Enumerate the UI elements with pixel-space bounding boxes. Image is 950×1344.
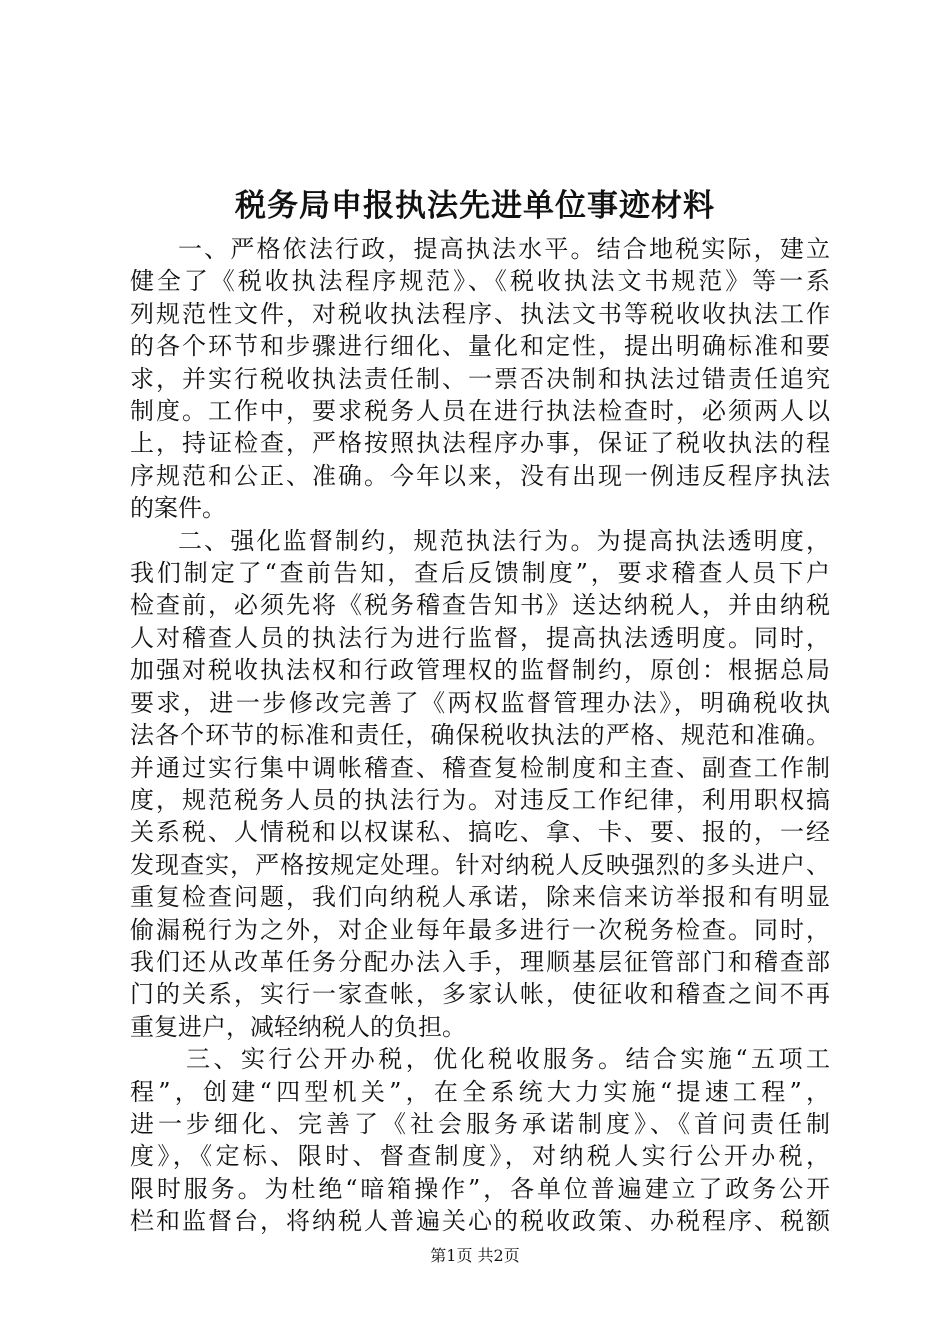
text-line: 我们还从改革任务分配办法入手，理顺基层征管部门和稽查部 (130, 947, 830, 976)
text-line: 发现查实，严格按规定处理。针对纳税人反映强烈的多头进户、 (130, 850, 830, 879)
text-line: 的案件。 (130, 494, 226, 523)
text-line: 重复检查问题，我们向纳税人承诺，除来信来访举报和有明显 (130, 883, 830, 912)
text-line: 程”，创建“四型机关”，在全系统大力实施“提速工程”， (130, 1077, 830, 1106)
document-body (130, 233, 830, 1238)
text-line: 健全了《税收执法程序规范》、《税收执法文书规范》等一系 (130, 267, 830, 296)
text-line: 序规范和公正、准确。今年以来，没有出现一例违反程序执法 (130, 461, 830, 490)
text-line: 门的关系，实行一家查帐，多家认帐，使征收和稽查之间不再 (130, 980, 830, 1009)
text-line: 求，并实行税收执法责任制、一票否决制和执法过错责任追究 (130, 364, 830, 393)
text-line: 的各个环节和步骤进行细化、量化和定性，提出明确标准和要 (130, 332, 830, 361)
text-line: 重复进户，减轻纳税人的负担。 (130, 1012, 466, 1041)
text-line: 关系税、人情税和以权谋私、搞吃、拿、卡、要、报的，一经 (130, 818, 830, 847)
text-line: 度》，《定标、限时、督查制度》，对纳税人实行公开办税， (130, 1142, 830, 1171)
text-line: 列规范性文件，对税收执法程序、执法文书等税收收执法工作 (130, 299, 830, 328)
text-line: 要求，进一步修改完善了《两权监督管理办法》，明确税收执 (130, 688, 830, 717)
text-line: 并通过实行集中调帐稽查、稽查复检制度和主查、副查工作制 (130, 753, 830, 782)
text-line: 我们制定了“查前告知，查后反馈制度”，要求稽查人员下户 (130, 559, 830, 588)
text-line: 进一步细化、完善了《社会服务承诺制度》、《首问责任制 (130, 1109, 830, 1138)
text-line: 法各个环节的标准和责任，确保税收执法的严格、规范和准确。 (130, 721, 830, 750)
document-title: 税务局申报执法先进单位事迹材料 (235, 188, 715, 224)
text-line: 二、强化监督制约，规范执法行为。为提高执法透明度， (178, 526, 830, 555)
text-line: 栏和监督台，将纳税人普遍关心的税收政策、办税程序、税额 (130, 1207, 830, 1236)
text-line: 三、实行公开办税，优化税收服务。结合实施“五项工 (186, 1045, 830, 1074)
text-line: 一、严格依法行政，提高执法水平。结合地税实际，建立 (178, 235, 830, 263)
text-line: 度，规范税务人员的执法行为。对违反工作纪律，利用职权搞 (130, 785, 830, 814)
text-line: 制度。工作中，要求税务人员在进行执法检查时，必须两人以 (130, 397, 830, 426)
text-line: 上，持证检查，严格按照执法程序办事，保证了税收执法的程 (130, 429, 830, 458)
page-footer: 第1页 共2页 (430, 1246, 520, 1265)
text-line: 检查前，必须先将《税务稽查告知书》送达纳税人，并由纳税 (130, 591, 830, 620)
text-line: 偷漏税行为之外，对企业每年最多进行一次税务检查。同时， (130, 915, 830, 944)
text-line: 限时服务。为杜绝“暗箱操作”，各单位普遍建立了政务公开 (130, 1174, 830, 1203)
text-line: 加强对税收执法权和行政管理权的监督制约，原创：根据总局 (130, 656, 830, 685)
text-line: 人对稽查人员的执法行为进行监督，提高执法透明度。同时， (130, 623, 830, 652)
